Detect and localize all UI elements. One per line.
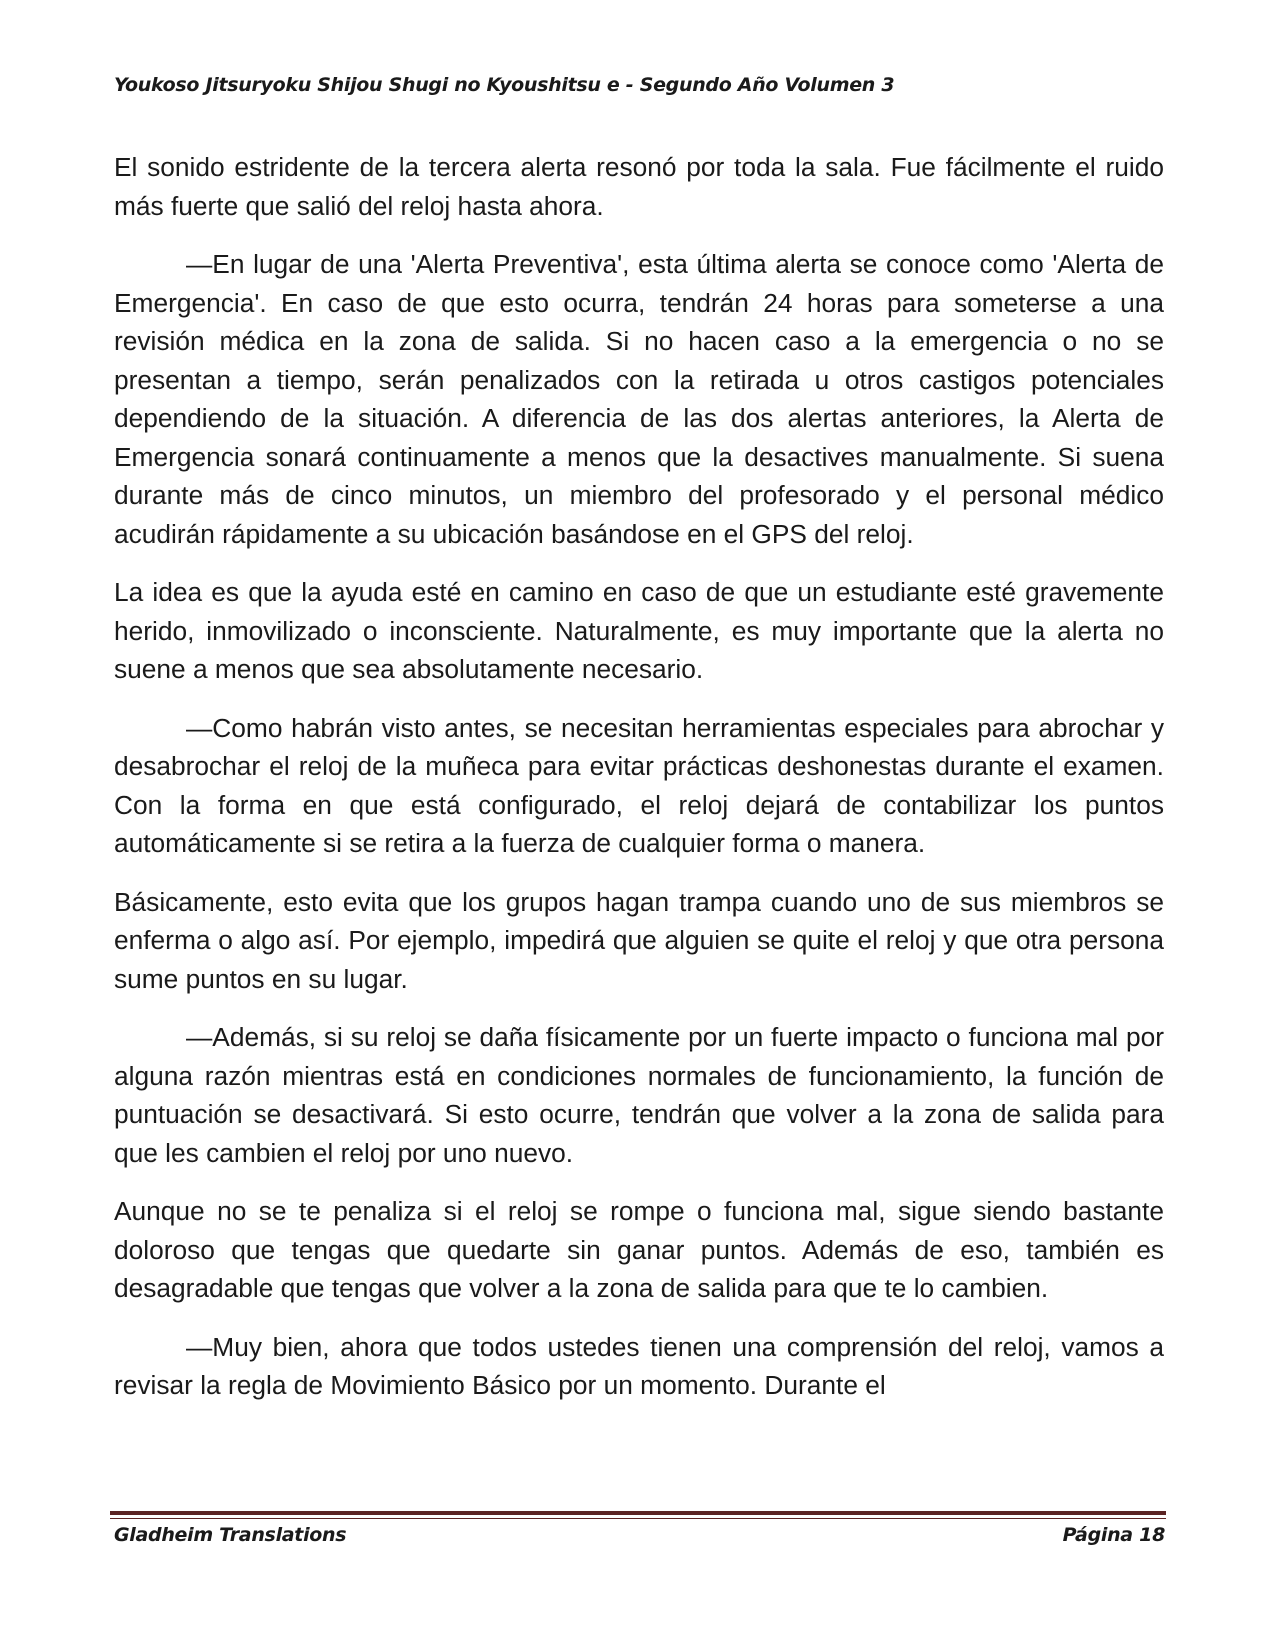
footer-page-number: Página 18 xyxy=(1062,1524,1165,1546)
paragraph-dialogue: —Muy bien, ahora que todos ustedes tienen una comprensión del reloj, vamos a revisar la regla de Movimiento Básico por un momento. Durante el xyxy=(114,1331,1164,1400)
paragraph: Aunque no se te penaliza si el reloj se rompe o funciona mal, sigue siendo bastante doloroso que tengas que quedarte sin ganar puntos. Además de eso, también es desagradable que tengas que volver a la zona de salida para que te lo cambien. xyxy=(114,1196,1164,1303)
page-header-title: Youkoso Jitsuryoku Shijou Shugi no Kyoushitsu e - Segundo Año Volumen 3 xyxy=(114,74,895,96)
paragraph-dialogue: —Además, si su reloj se daña físicamente por un fuerte impacto o funciona mal por alguna razón mientras está en condiciones normales de funcionamiento, la función de puntuación se desactivará. Si esto ocurre, tendrán que volver a la zona de salida para que les cambien el reloj por uno nuevo. xyxy=(114,1022,1164,1168)
footer-publisher: Gladheim Translations xyxy=(114,1524,347,1546)
paragraph-dialogue: —Como habrán visto antes, se necesitan herramientas especiales para abrochar y desabrochar el reloj de la muñeca para evitar prácticas deshonestas durante el examen. Con la forma en que está configurado, el reloj dejará de contabilizar los puntos automáticamente si se retira a la fuerza de cualquier forma o manera. xyxy=(114,712,1164,858)
paragraph: El sonido estridente de la tercera alerta resonó por toda la sala. Fue fácilmente el ruido más fuerte que salió del reloj hasta ahora. xyxy=(114,152,1164,221)
paragraph: La idea es que la ayuda esté en camino en caso de que un estudiante esté gravemente herido, inmovilizado o inconsciente. Naturalmente, es muy importante que la alerta no suene a menos que sea absolutamente necesario. xyxy=(114,577,1164,684)
footer-divider-thick xyxy=(110,1511,1166,1515)
footer-divider-thin xyxy=(110,1518,1166,1519)
paragraph-dialogue: —En lugar de una 'Alerta Preventiva', esta última alerta se conoce como 'Alerta de Emergencia'. En caso de que esto ocurra, tendrán 24 horas para someterse a una revisión médica en la zona de salida. Si no hacen caso a la emergencia o no se presentan a tiempo, serán penalizados con la retirada u otros castigos potenciales dependiendo de la situación. A diferencia de las dos alertas anteriores, la Alerta de Emergencia sonará continuamente a menos que la desactives manualmente. Si suena durante más de cinco minutos, un miembro del profesorado y el personal médico acudirán rápidamente a su ubicación basándose en el GPS del reloj. xyxy=(114,249,1164,549)
document-body xyxy=(114,148,1164,1425)
paragraph: Básicamente, esto evita que los grupos hagan trampa cuando uno de sus miembros se enferma o algo así. Por ejemplo, impedirá que alguien se quite el reloj y que otra persona sume puntos en su lugar. xyxy=(114,886,1164,994)
